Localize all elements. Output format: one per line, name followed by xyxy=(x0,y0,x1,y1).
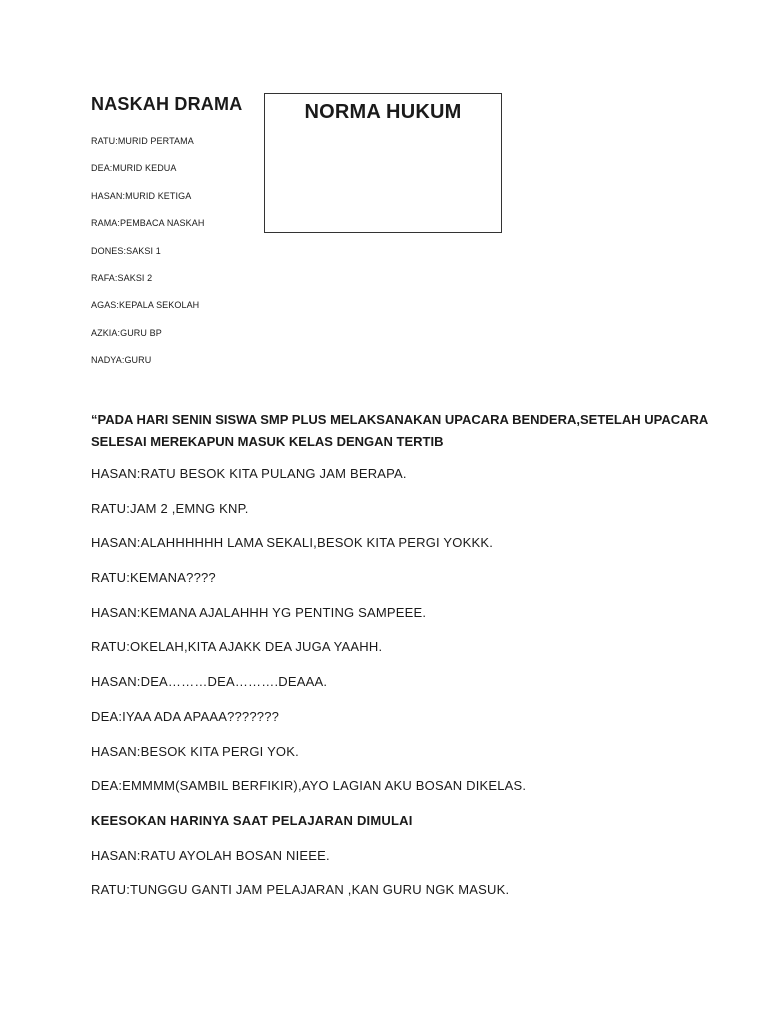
cast-item: RATU:MURID PERTAMA xyxy=(91,136,194,146)
cast-list xyxy=(91,135,204,382)
dialogue-line: HASAN:KEMANA AJALAHHH YG PENTING SAMPEEE. xyxy=(91,604,427,620)
dialogue-line: HASAN:BESOK KITA PERGI YOK. xyxy=(91,743,299,759)
cast-item: DONES:SAKSI 1 xyxy=(91,245,161,256)
box-title: NORMA HUKUM xyxy=(304,101,462,123)
cast-item: RAFA:SAKSI 2 xyxy=(91,272,153,283)
cast-item: AZKIA:GURU BP xyxy=(91,327,162,338)
dialogue-line: DEA:IYAA ADA APAAA??????? xyxy=(91,708,280,724)
opening-narration: “PADA HARI SENIN SISWA SMP PLUS MELAKSANAKAN UPACARA BENDERA,SETELAH UPACARA SELESAI MEREKAPUN MASUK KELAS DENGAN TERTIB xyxy=(91,412,708,449)
dialogue-line: HASAN:DEA………DEA……….DEAAA. xyxy=(91,674,328,690)
dialogue-line: HASAN:RATU AYOLAH BOSAN NIEEE. xyxy=(91,847,330,863)
document-title: NASKAH DRAMA xyxy=(91,94,243,114)
cast-item: HASAN:MURID KETIGA xyxy=(91,190,192,201)
dialogue-line: HASAN:ALAHHHHHH LAMA SEKALI,BESOK KITA PERGI YOKKK. xyxy=(91,535,494,551)
cast-item: DEA:MURID KEDUA xyxy=(91,163,177,174)
dialogue-line: RATU:OKELAH,KITA AJAKK DEA JUGA YAAHH. xyxy=(91,639,383,655)
dialogue-line: RATU:JAM 2 ,EMNG KNP. xyxy=(91,500,249,516)
scene-heading: KEESOKAN HARINYA SAAT PELAJARAN DIMULAI xyxy=(91,812,413,828)
cast-item: NADYA:GURU xyxy=(91,355,152,366)
dialogue-line: RATU:KEMANA???? xyxy=(91,570,216,586)
cast-item: AGAS:KEPALA SEKOLAH xyxy=(91,300,200,311)
dialogue-line: DEA:EMMMM(SAMBIL BERFIKIR),AYO LAGIAN AKU BOSAN DIKELAS. xyxy=(91,778,527,794)
dialogue-line: HASAN:RATU BESOK KITA PULANG JAM BERAPA. xyxy=(91,466,407,481)
dialogue-line: RATU:TUNGGU GANTI JAM PELAJARAN ,KAN GURU NGK MASUK. xyxy=(91,882,510,898)
title-box xyxy=(264,93,502,233)
script-body xyxy=(91,409,711,916)
cast-item: RAMA:PEMBACA NASKAH xyxy=(91,218,205,229)
